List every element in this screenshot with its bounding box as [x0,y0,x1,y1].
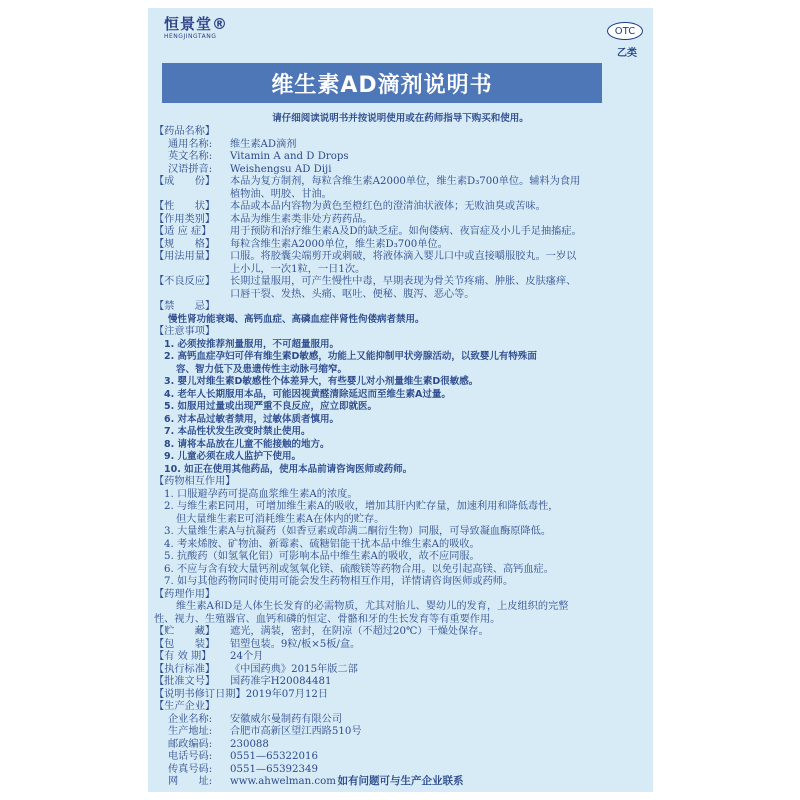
contraindication-text: 慢性肾功能衰竭、高钙血症、高磷血症伴肾性佝偻病者禁用。 [168,313,425,325]
revision-row: 【说明书修订日期】 2019年07月12日 [154,688,329,700]
brand-name-cn: 恒景堂® [164,15,229,33]
interaction-item: 1. 口服避孕药可提高血浆维生素A的浓度。 [164,488,358,500]
approval-row: 【批准文号】 国药准字H20084481 [154,676,332,687]
interaction-item: 2. 与维生素E同用，可增加维生素A的吸收，增加其肝内贮存量，加速利用和降低毒性， [164,501,559,512]
common-name-row: 通用名称: 维生素AD滴剂 [168,138,297,150]
pharmacology-line: 性、视力、生殖器官、血钙和磷的恒定、骨骼和牙的生长发育等有重要作用。 [154,613,501,625]
composition-cont: 植物油、明胶、甘油。 [230,188,332,200]
precautions-header: 【注意事项】 [154,326,216,337]
title-banner [162,63,602,103]
leaflet [148,8,653,792]
otc-category: 乙类 [617,48,637,59]
precaution-item: 10. 如正在使用其他药品，使用本品前请咨询医师或药师。 [164,463,413,475]
document-title: 维生素AD滴剂说明书 [271,72,493,98]
manufacturer-fax-row: 传真号码: 0551—65392349 [168,763,318,775]
contraindication-header: 【禁 忌】 [154,301,216,312]
pinyin-name-row: 汉语拼音: Weishengsu AD Diji [168,163,332,175]
brand-logo [164,13,228,40]
precaution-item: 7. 本品性状发生改变时禁止使用。 [164,426,311,437]
adverse-cont: 口唇干裂、发热、头痛、呕吐、便秘、腹泻、恶心等。 [230,288,475,300]
otc-badge: OTC [607,22,643,40]
leaflet-content [154,126,649,789]
precaution-item: 1. 必须按推荐剂量服用，不可超量服用。 [164,338,340,350]
composition-row: 【成 份】 本品为复方制剂，每粒含维生素A2000单位，维生素D₃700单位。辅料为食用 [154,176,581,187]
precaution-item: 9. 儿童必须在成人监护下使用。 [164,451,302,462]
manufacturer-tel-row: 电话号码: 0551—65322016 [168,751,318,762]
usage-row: 【用法用量】 口服。将胶囊尖端剪开或刺破，将液体滴入婴儿口中或直接嚼服胶丸。一岁以 [154,251,577,262]
interaction-item: 4. 考来烯胺、矿物油、新霉素、硫糖铝能干扰本品中维生素A的吸收。 [164,538,480,550]
storage-row: 【贮 藏】 遮光，满装，密封，在阴凉（不超过20℃）干燥处保存。 [154,626,489,637]
manufacturer-name-row: 企业名称: 安徽威尔曼制药有限公司 [168,713,343,725]
precaution-item: 3. 婴儿对维生素D敏感性个体差异大，有些婴儿对小剂量维生素D很敏感。 [164,376,479,387]
precaution-item: 容、智力低下及患遗传性主动脉弓缩窄。 [176,363,348,375]
subtitle: 请仔细阅读说明书并按说明使用或在药师指导下购买和使用。 [272,113,529,124]
precaution-item: 4. 老年人长期服用本品，可能因视黄醛清除延迟而至维生素A过量。 [164,388,451,400]
manufacturer-header: 【生产企业】 [154,701,216,712]
interaction-item: 7. 如与其他药物同时使用可能会发生药物相互作用，详情请咨询医师或药师。 [164,576,514,587]
drug-name-header: 【药品名称】 [154,126,216,137]
standard-row: 【执行标准】 《中国药典》2015年版二部 [154,663,358,675]
interaction-item: 6. 不应与含有较大量钙剂或氢氧化镁、硫酸镁等药物合用。以免引起高镁、高钙血症。 [164,563,554,575]
precaution-item: 5. 如服用过量或出现严重不良反应，应立即就医。 [164,401,378,412]
footer-note: 如有问题可与生产企业联系 [337,775,464,787]
manufacturer-web-row: 网 址: www.ahwelman.com [168,776,336,787]
validity-row: 【有 效 期】 24个月 [154,651,264,662]
usage-cont: 上小儿，一次1粒，一日1次。 [230,263,366,275]
interaction-item: 5. 抗酸药（如氢氧化铝）可影响本品中维生素A的吸收，故不应同服。 [164,551,480,562]
english-name-row: 英文名称: Vitamin A and D Drops [168,151,349,162]
precaution-item: 2. 高钙血症孕妇可伴有维生素D敏感，功能上又能抑制甲状旁腺活动，以致婴儿有特殊面 [164,351,537,362]
adverse-row: 【不良反应】 长期过量服用，可产生慢性中毒，早期表现为骨关节疼痛、肿胀、皮肤瘙痒、 [154,276,577,287]
interaction-item: 但大量维生素E可消耗维生素A在体内的贮存。 [176,513,385,525]
interactions-header: 【药物相互作用】 [154,476,236,487]
indication-row: 【适 应 症】 用于预防和治疗维生素A及D的缺乏症。如佝偻病、夜盲症及小儿手足抽搐症。 [154,226,582,237]
manufacturer-address-row: 生产地址: 合肥市高新区望江西路510号 [168,726,362,737]
pharmacology-line: 维生素A和D是人体生长发育的必需物质，尤其对胎儿、婴幼儿的发育，上皮组织的完整 [176,601,569,612]
spec-row: 【规 格】 每粒含维生素A2000单位，维生素D₃700单位。 [154,238,448,250]
manufacturer-zip-row: 邮政编码: 230088 [168,738,269,750]
character-row: 【性 状】 本品或本品内容物为黄色至橙红色的澄清油状液体；无败油臭或苦味。 [154,201,546,212]
package-row: 【包 装】 铝塑包装。9粒/板×5板/盒。 [154,638,361,650]
brand-name-en: HENGJINGTANG [164,33,217,40]
interaction-item: 3. 大量维生素A与抗凝药（如香豆素或茚满二酮衍生物）同服，可导致凝血酶原降低。 [164,526,552,537]
precaution-item: 8. 请将本品放在儿童不能接触的地方。 [164,438,330,450]
precaution-item: 6. 对本品过敏者禁用，过敏体质者慎用。 [164,413,340,425]
category-row: 【作用类别】 本品为维生素类非处方药药品。 [154,213,373,225]
pharmacology-header: 【药理作用】 [154,588,216,600]
